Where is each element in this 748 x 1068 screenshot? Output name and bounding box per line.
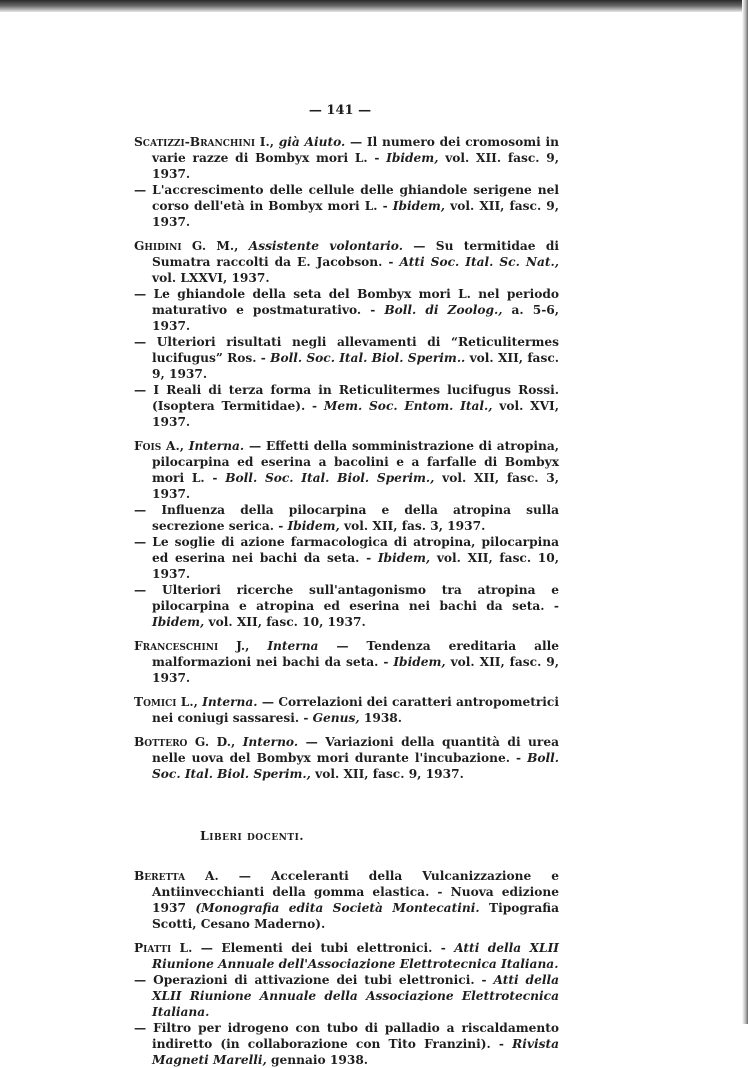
entry-author: Ghidini G. M., [134, 239, 239, 253]
entry-volume: a. 5-6, 1937. [152, 303, 559, 333]
publication-entry [134, 1020, 559, 1068]
entry-title: — Acceleranti della Vulcanizzazione e Antiinvecchianti della gomma elastica. - Nuova edizione 1937 [152, 869, 559, 915]
entry-volume: vol. XII, fasc. 9, 1937. [310, 767, 464, 781]
entry-journal: Mem. Soc. Entom. Ital., [323, 399, 493, 413]
publication-entry [134, 694, 559, 726]
publication-group [134, 134, 559, 782]
entry-author: Scatizzi-Branchini I., [134, 135, 274, 149]
entry-role: Interna. [188, 439, 245, 453]
entry-journal: Boll. Soc. Ital. Biol. Sperim.. [270, 351, 466, 365]
publication-group-docenti [134, 868, 559, 1068]
page-number: — 141 — [308, 103, 372, 118]
entry-role: Interna. [202, 695, 258, 709]
entry-role: Interna [267, 639, 319, 653]
entry-title: L'accrescimento delle cellule delle ghiandole serigene nel corso dell'età in Bombyx mori L. - [152, 183, 559, 213]
entry-title: Ulteriori risultati negli allevamenti di “Reticulitermes lucifugus” Ros. - [152, 335, 559, 365]
entry-journal: Ibidem, [392, 199, 446, 213]
entry-volume: Tipografia Scotti, Cesano Maderno). [152, 901, 559, 931]
entry-volume: vol. LXXVI, 1937. [152, 271, 270, 285]
entry-journal: (Monografia edita Società Montecatini. [195, 901, 480, 915]
entry-dash: — [134, 1021, 154, 1035]
entry-dash: — [134, 383, 154, 397]
entry-title: — Elementi dei tubi elettronici. - [192, 941, 455, 955]
entry-title: — Tendenza ereditaria alle malformazioni nei bachi da seta. - [152, 639, 559, 669]
publication-entry [134, 182, 559, 230]
entry-journal: Ibidem, [152, 615, 205, 629]
publication-entry [134, 438, 559, 502]
entry-author: Tomici L., [134, 695, 198, 709]
entry-title: — Su termitidae di Sumatra raccolti da E. Jacobson. - [152, 239, 559, 269]
entry-volume: vol. XII, fasc. 9, 1937. [152, 199, 559, 229]
publication-entry [134, 134, 559, 182]
entry-volume: vol. XII, fasc. 10, 1937. [204, 615, 366, 629]
entry-author: Franceschini J., [134, 639, 250, 653]
entry-journal: Boll. di Zoolog., [384, 303, 503, 317]
entry-dash: — [134, 535, 153, 549]
entry-role: Interno. [242, 735, 299, 749]
entry-author: Bottero G. D., [134, 735, 236, 749]
entry-journal: Ibidem, [287, 519, 340, 533]
publication-entry [134, 582, 559, 630]
entry-dash: — [134, 335, 157, 349]
entry-author: Fois A., [134, 439, 184, 453]
publication-entry [134, 972, 559, 1020]
entry-volume: vol. XII, fasc. 10, 1937. [152, 551, 560, 581]
entry-dash: — [134, 183, 153, 197]
entry-title: I Reali di terza forma in Reticulitermes lucifugus Rossi. (Isoptera Termitidae). - [152, 383, 559, 413]
entry-journal: Genus, [312, 711, 360, 725]
entry-title: — Correlazioni dei caratteri antropometrici nei coniugi sassaresi. - [152, 695, 559, 725]
entry-journal: Rivista Magneti Marelli, [152, 1037, 559, 1067]
entry-volume: gennaio 1938. [266, 1053, 369, 1067]
entry-role: Assistente volontario. [248, 239, 403, 253]
publication-entry [134, 734, 559, 782]
entry-title: Ulteriori ricerche sull'antagonismo tra atropina e pilocarpina e atropina ed eserina nei bachi da seta. - [152, 583, 560, 613]
publication-entry [134, 940, 559, 972]
entry-journal: Boll. Soc. Ital. Biol. Sperim., [152, 751, 559, 781]
entry-title: Operazioni di attivazione dei tubi elettronici. - [153, 973, 494, 987]
section-heading: Liberi docenti. [200, 828, 305, 843]
entry-role: già Aiuto. [278, 135, 346, 149]
publication-entry [134, 286, 559, 334]
entry-dash: — [134, 583, 162, 597]
entry-journal: Atti Soc. Ital. Sc. Nat., [399, 255, 559, 269]
entry-title: Le ghiandole della seta del Bombyx mori L. nel periodo maturativo e postmaturativo. - [152, 287, 560, 317]
publication-entry [134, 382, 559, 430]
entry-title: — Variazioni della quantità di urea nelle uova del Bombyx mori durante l'incubazione. - [152, 735, 559, 765]
entry-volume: vol. XVI, 1937. [152, 399, 559, 429]
entry-author: Beretta A. [134, 869, 219, 883]
entry-volume: vol. XII, fasc. 3, 1937. [152, 471, 559, 501]
entry-volume: vol. XII. fasc. 9, 1937. [152, 151, 559, 181]
publication-list [134, 134, 559, 1068]
entry-journal: Ibidem, [393, 655, 446, 669]
entry-title: Filtro per idrogeno con tubo di palladio a riscaldamento indiretto (in collaborazione con Tito Franzini). - [152, 1021, 559, 1051]
entry-dash: — [134, 287, 154, 301]
entry-dash: — [134, 973, 154, 987]
entry-journal: Ibidem, [377, 551, 431, 565]
entry-author: Piatti L. [134, 941, 193, 955]
entry-journal: Atti della XLII Riunione Annuale della Associazione Elettrotecnica Italiana. [152, 973, 559, 1019]
publication-entry [134, 502, 559, 534]
entry-volume: vol. XII, fas. 3, 1937. [339, 519, 486, 533]
publication-entry [134, 334, 559, 382]
entry-title: — Effetti della somministrazione di atropina, pilocarpina ed eserina a bacolini e a farfalle di Bombyx mori L. - [152, 439, 560, 485]
entry-journal: Atti della XLII Riunione Annuale dell'Associazione Elettrotecnica Italiana. [152, 941, 559, 971]
entry-journal: Ibidem, [386, 151, 439, 165]
publication-entry [134, 638, 559, 686]
entry-volume: vol. XII, fasc. 9, 1937. [152, 655, 560, 685]
entry-title: Influenza della pilocarpina e della atropina sulla secrezione serica. - [152, 503, 559, 533]
publication-entry [134, 868, 559, 932]
publication-entry [134, 238, 559, 286]
entry-volume: 1938. [359, 711, 403, 725]
entry-journal: Boll. Soc. Ital. Biol. Sperim., [225, 471, 435, 485]
entry-title: — Il numero dei cromosomi in varie razze di Bombyx mori L. - [152, 135, 559, 165]
entry-dash: — [134, 503, 162, 517]
publication-entry [134, 534, 559, 582]
entry-title: Le soglie di azione farmacologica di atropina, pilocarpina ed eserina nei bachi da seta. - [152, 535, 559, 565]
entry-volume: vol. XII, fasc. 9, 1937. [152, 351, 559, 381]
